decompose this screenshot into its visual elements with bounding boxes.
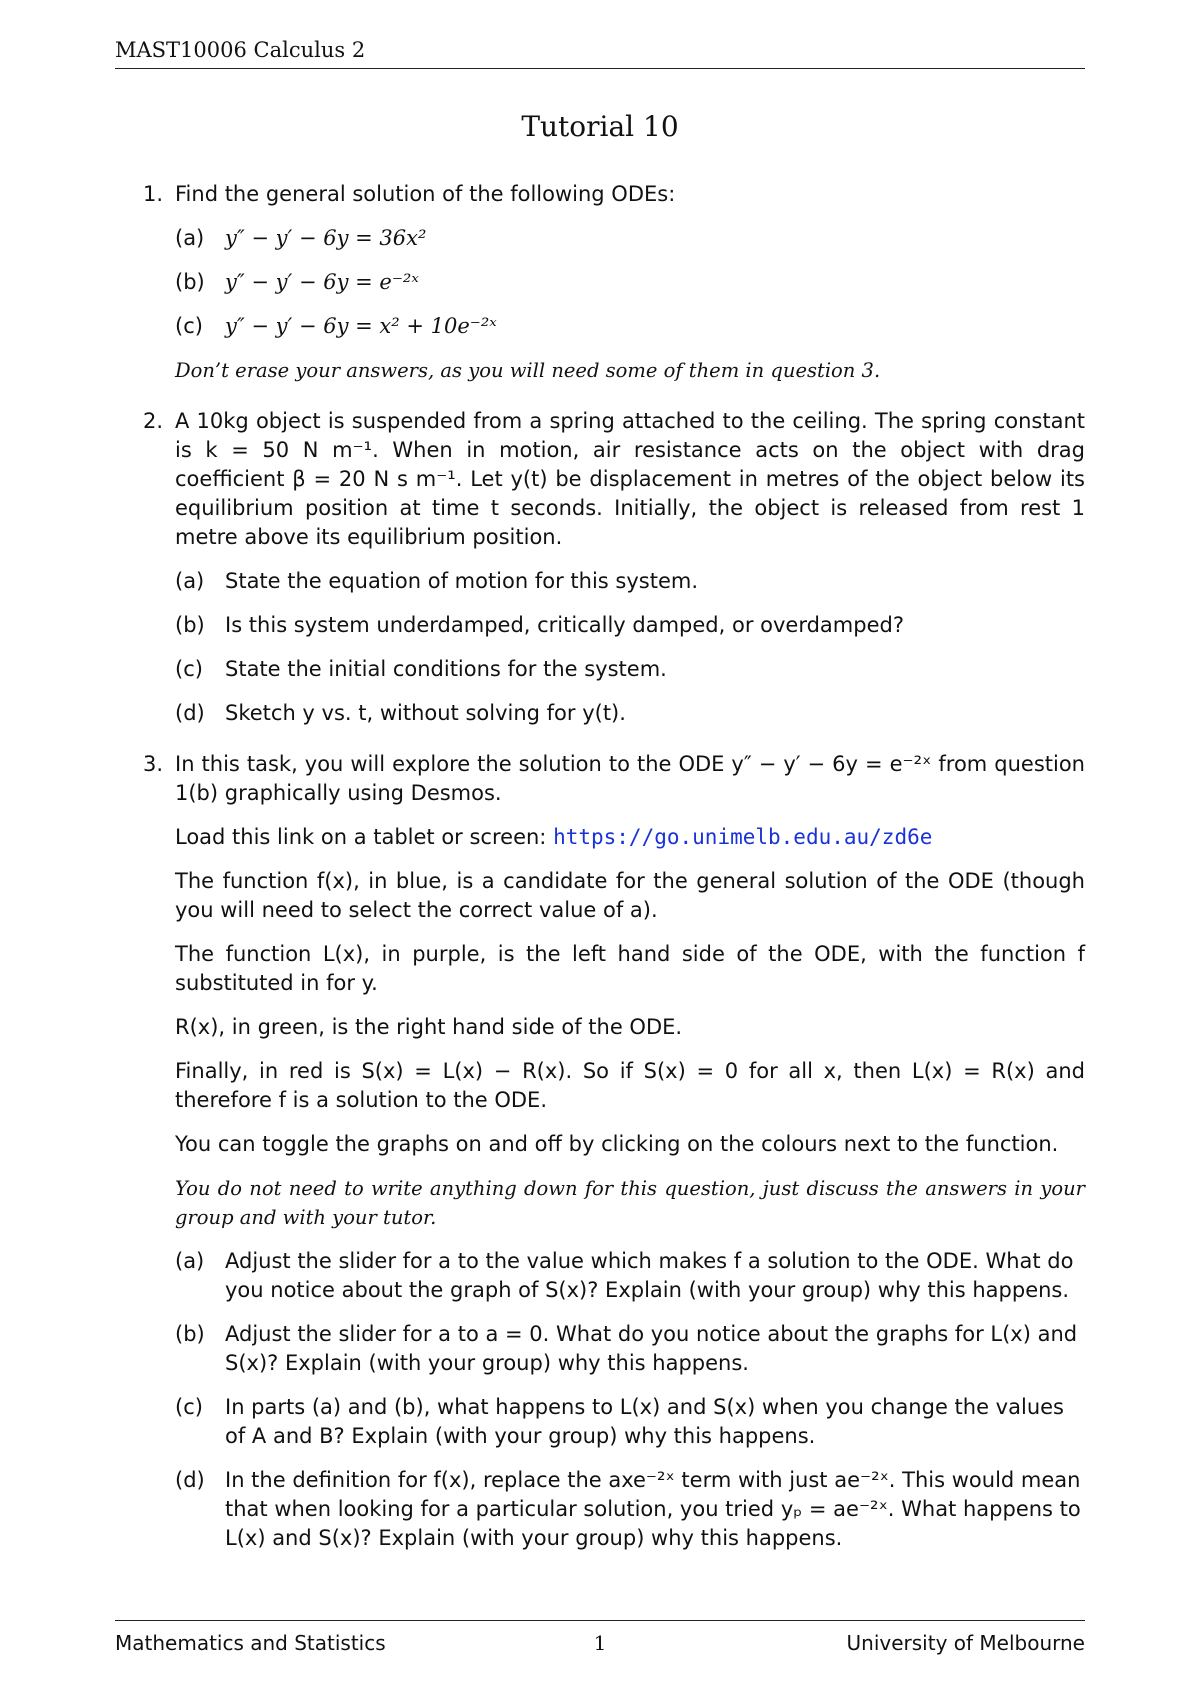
equation: y″ − y′ − 6y = e⁻²ˣ: [225, 270, 419, 294]
tutorial-content: [115, 180, 1085, 1568]
page-number: 1: [593, 1631, 607, 1655]
subquestion: [175, 1393, 1085, 1451]
question-1: [115, 180, 1085, 385]
subquestion: [175, 224, 1085, 253]
page-footer: [115, 1620, 1085, 1655]
equation: y″ − y′ − 6y = 36x²: [225, 226, 427, 250]
subquestion-label: (d): [175, 701, 205, 725]
subquestion-text: State the initial conditions for the system.: [225, 657, 667, 681]
paragraph-f: The function f(x), in blue, is a candidate for the general solution of the ODE (though you will need to select the correct value of a).: [175, 869, 1085, 922]
question-intro: In this task, you will explore the solution to the ODE y″ − y′ − 6y = e⁻²ˣ from question 1(b) graphically using Desmos.: [175, 752, 1085, 805]
question-number: 1.: [143, 182, 164, 206]
link-prefix: Load this link on a tablet or screen:: [175, 825, 547, 849]
subquestion-text: Is this system underdamped, critically damped, or overdamped?: [225, 613, 904, 637]
subquestion-text: In parts (a) and (b), what happens to L(x) and S(x) when you change the values of A and B? Explain (with your group) why this happens.: [225, 1395, 1064, 1448]
subquestion-label: (c): [175, 657, 203, 681]
subquestion-label: (c): [175, 314, 203, 338]
subquestion: [175, 699, 1085, 728]
subquestion-label: (b): [175, 613, 205, 637]
subquestion: [175, 1247, 1085, 1305]
subquestion-text: State the equation of motion for this system.: [225, 569, 698, 593]
subquestion-label: (b): [175, 1322, 205, 1346]
subquestion-label: (a): [175, 569, 205, 593]
paragraph-l: The function L(x), in purple, is the left hand side of the ODE, with the function f substituted in for y.: [175, 942, 1085, 995]
subquestion: [175, 268, 1085, 297]
paragraph-toggle: You can toggle the graphs on and off by clicking on the colours next to the function.: [175, 1132, 1059, 1156]
question-intro: Find the general solution of the following ODEs:: [175, 182, 676, 206]
question-2: [115, 407, 1085, 728]
page-header: [115, 38, 1085, 69]
subquestion-label: (d): [175, 1468, 205, 1492]
note: Don’t erase your answers, as you will need some of them in question 3.: [175, 359, 881, 382]
subquestion: [175, 312, 1085, 341]
subquestion-label: (b): [175, 270, 205, 294]
question-number: 3.: [143, 752, 164, 776]
question-intro: A 10kg object is suspended from a spring attached to the ceiling. The spring constant is k = 50 N m⁻¹. When in motion, air resistance acts on the object with drag coefficient β = 20 N s m⁻¹. Let y(t) be displacement in metres of the object below its equilibrium position at time t seconds. Initially, the object is released from rest 1 metre above its equilibrium position.: [175, 409, 1085, 549]
subquestion-text: Adjust the slider for a to a = 0. What do you notice about the graphs for L(x) and S(x)? Explain (with your group) why this happens.: [225, 1322, 1078, 1375]
subquestion-text: Sketch y vs. t, without solving for y(t).: [225, 701, 626, 725]
subquestion: [175, 1466, 1085, 1553]
footer-department: Mathematics and Statistics: [115, 1631, 386, 1655]
course-title: MAST10006 Calculus 2: [115, 38, 366, 62]
subquestion-label: (c): [175, 1395, 203, 1419]
subquestion-label: (a): [175, 1249, 205, 1273]
subquestion: [175, 611, 1085, 640]
desmos-link[interactable]: https://go.unimelb.edu.au/zd6e: [553, 825, 933, 849]
paragraph-r: R(x), in green, is the right hand side of the ODE.: [175, 1015, 683, 1039]
subquestion-text: In the definition for f(x), replace the axe⁻²ˣ term with just ae⁻²ˣ. This would mean that when looking for a particular solution, you tried yₚ = ae⁻²ˣ. What happens to L(x) and S(x)? Explain (with your group) why this happens.: [225, 1468, 1081, 1550]
page-title: Tutorial 10: [521, 110, 679, 143]
subquestion: [175, 567, 1085, 596]
equation: y″ − y′ − 6y = x² + 10e⁻²ˣ: [225, 314, 497, 338]
link-paragraph: [175, 823, 1085, 852]
subquestion-label: (a): [175, 226, 205, 250]
paragraph-s: Finally, in red is S(x) = L(x) − R(x). So if S(x) = 0 for all x, then L(x) = R(x) and therefore f is a solution to the ODE.: [175, 1059, 1085, 1112]
subquestion-text: Adjust the slider for a to the value which makes f a solution to the ODE. What do you notice about the graph of S(x)? Explain (with your group) why this happens.: [225, 1249, 1074, 1302]
subquestion: [175, 655, 1085, 684]
subquestion: [175, 1320, 1085, 1378]
question-3: [115, 750, 1085, 1553]
note: You do not need to write anything down for this question, just discuss the answers in your group and with your tutor.: [175, 1177, 1085, 1229]
footer-university: University of Melbourne: [846, 1631, 1085, 1655]
question-number: 2.: [143, 409, 164, 433]
